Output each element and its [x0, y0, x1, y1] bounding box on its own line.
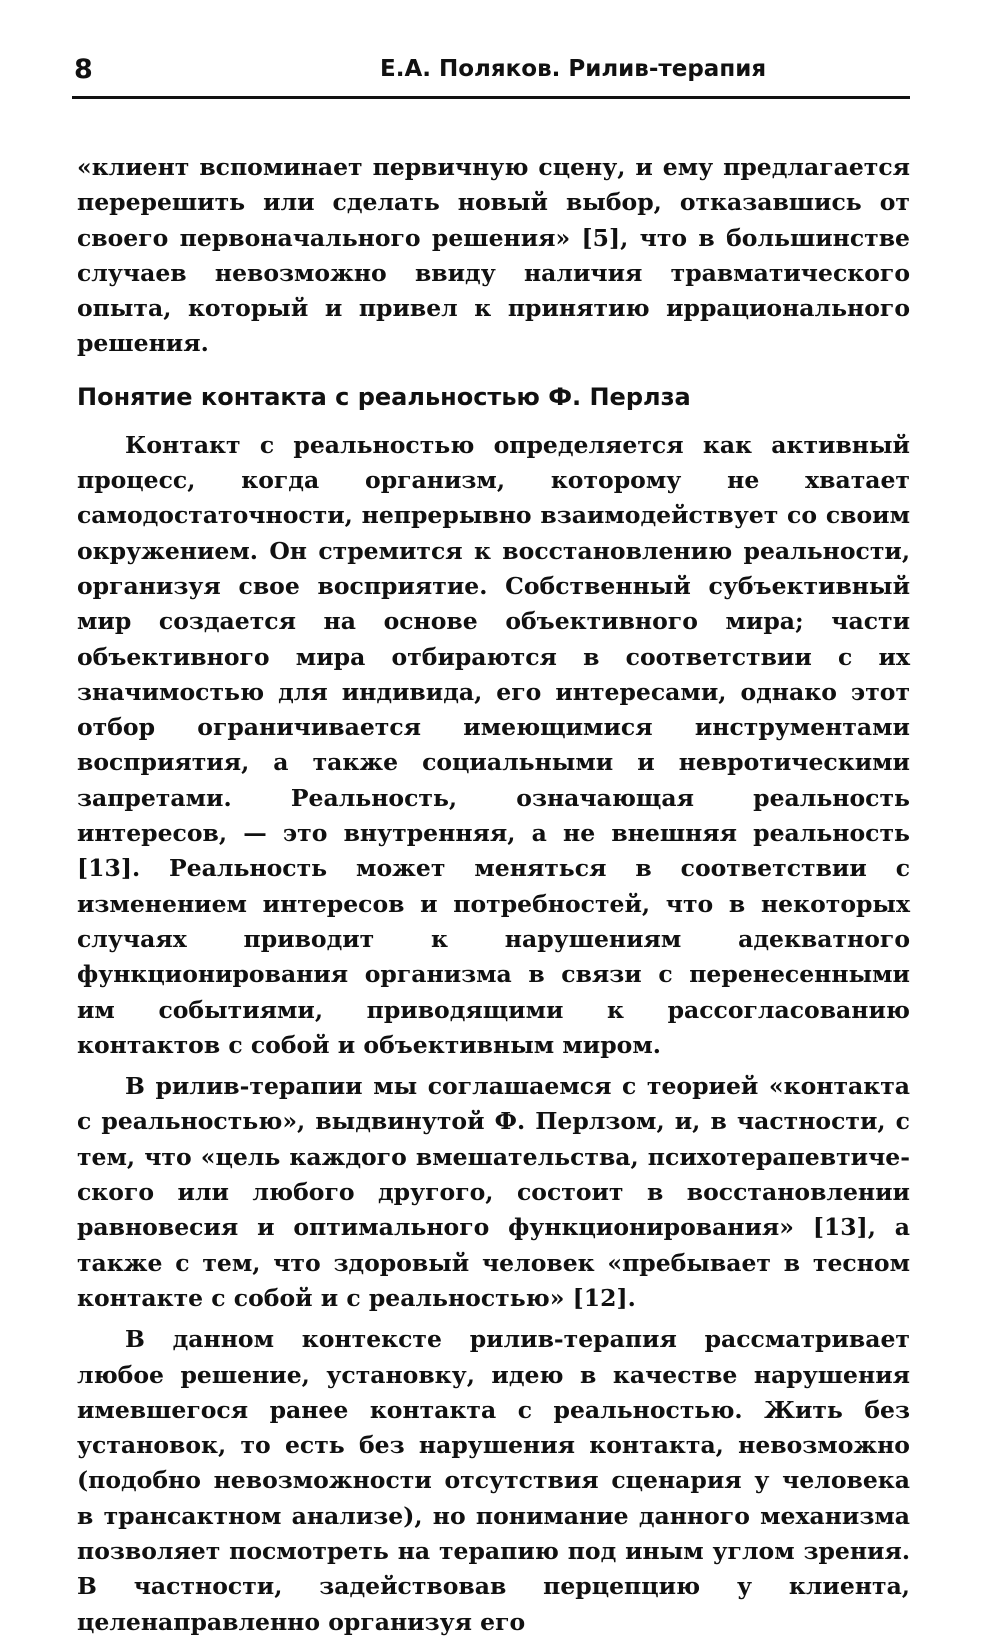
paragraph-perls-theory: В рилив-терапии мы соглашаемся с теорией «контакта с реальностью», выдвинутой Ф. Перлзом, и, в частности, с тем, что «цель каждого вмешательства, психотерапевтического или любого другого, состоит в восстановлении равновесия и оптимального функционирования» [13], а также с тем, что здоровый человек «пребывает в тесном контакте с собой и с реальностью» [12].	[77, 1072, 910, 1312]
paragraph-contact-definition: Контакт с реальностью определяется как активный процесс, когда организм, которому не хватает самодостаточности, непрерывно взаимодействует со своим окружением. Он стремится к восстановлению реальности, организуя свое восприятие. Собственный субъективный мир создается на основе объективного мира; части объективного мира отбираются в соответствии с их значимостью для индивида, его интересами, однако этот отбор ограничивается имеющимися инструментами восприятия, а также социальными и невротическими запретами. Реальность, означающая реальность интересов, — это внутренняя, а не внешняя реальность [13]. Реальность может меняться в соответствии с изменением интересов и потребностей, что в некоторых случаях приводит к нарушениям адекватного функционирования организма в связи с перенесенными им событиями, приводящими к рассогласованию контактов с собой и объективным миром.	[77, 430, 910, 1059]
running-title: Е.А. Поляков. Рилив-терапия	[380, 56, 767, 82]
section-heading: Понятие контакта с реальностью Ф. Перлза	[77, 382, 691, 411]
page-number: 8	[74, 54, 93, 85]
paragraph-relive-context: В данном контексте рилив-терапия рассматривает любое решение, установку, идею в качестве нарушения имевшегося ранее контакта с реальностью. Жить без установок, то есть без нарушения контакта, невозможно (подобно невозможности отсутствия сценария у человека в трансактном анализе), но понимание данного механизма позволяет посмотреть на терапию под иным углом зрения. В частности, задействовав перцепцию у клиента, целенаправленно организуя его	[77, 1325, 910, 1636]
running-header	[72, 44, 910, 99]
body-text	[77, 150, 910, 1646]
paragraph-continued: «клиент вспоминает первичную сцену, и ему предлагается перерешить или сделать новый выбор, отказавшись от своего первоначального решения» [5], что в большинстве случаев невозможно ввиду наличия травматического опыта, который и привел к принятию иррационального решения.	[77, 153, 910, 358]
